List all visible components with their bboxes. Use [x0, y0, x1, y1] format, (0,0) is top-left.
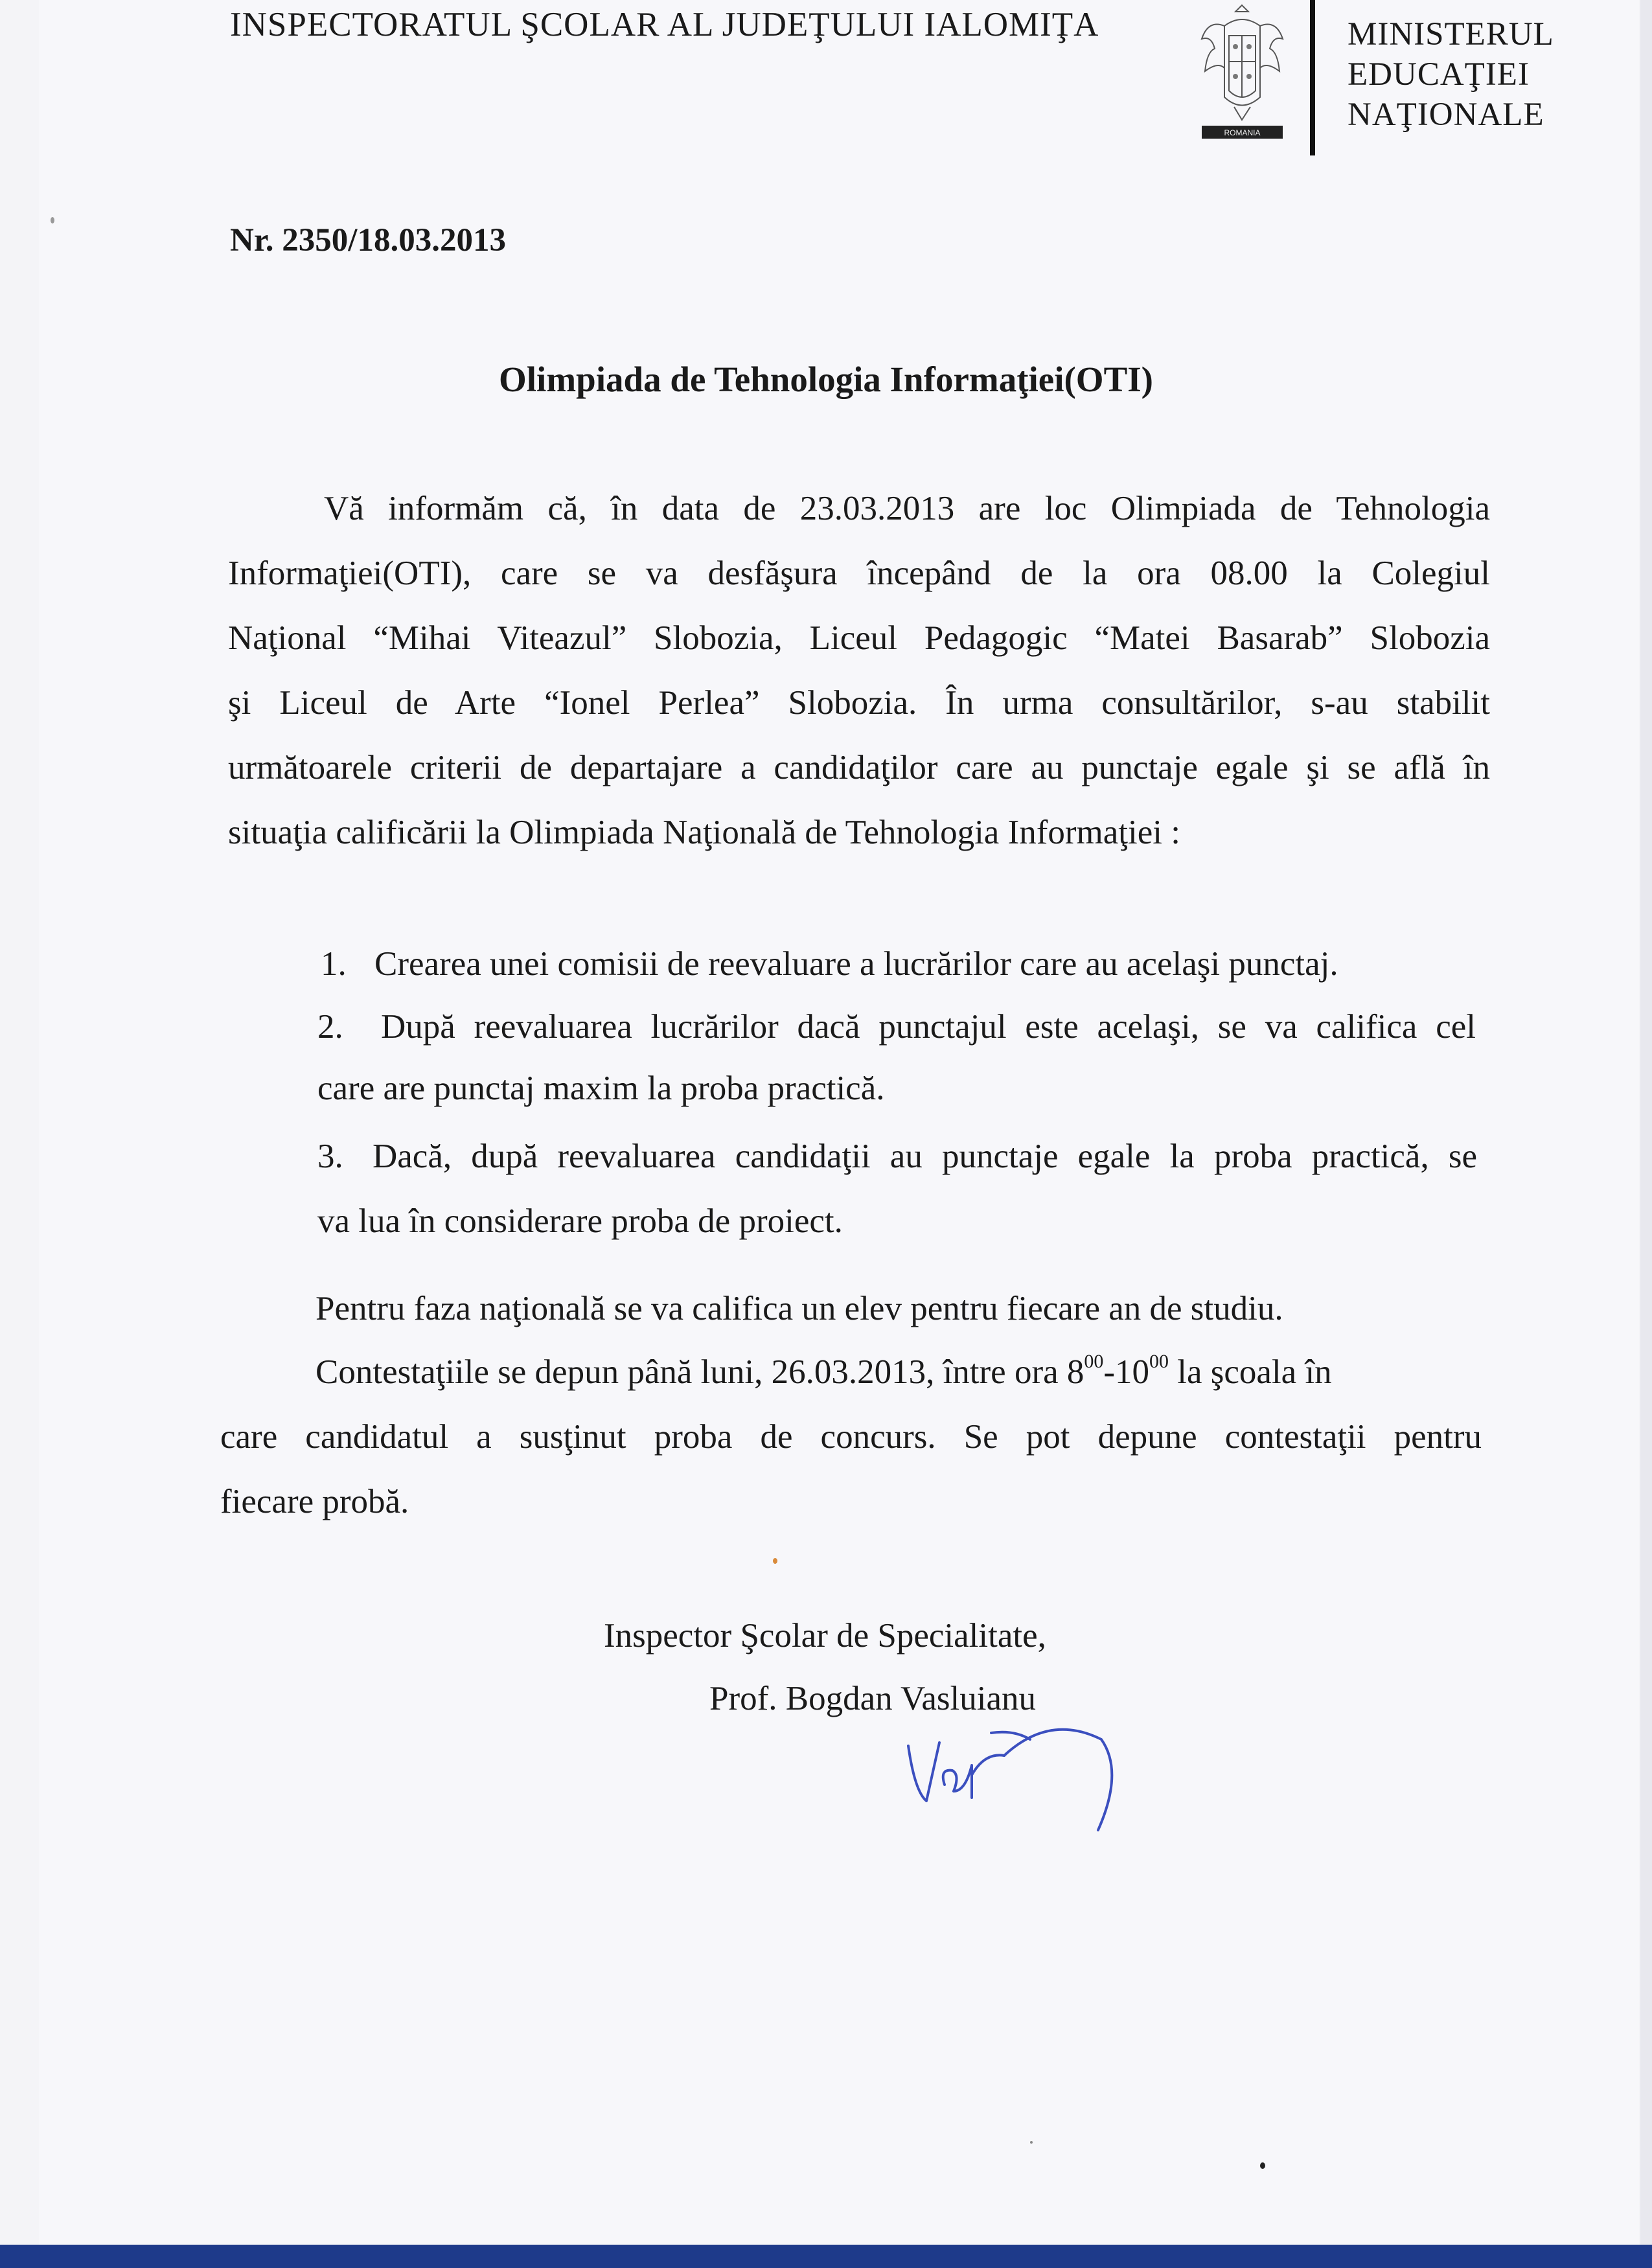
list-item: Dacă, după reevaluarea candidaţii au punctaje egale la proba practică, se — [373, 1138, 1477, 1175]
intro-line: Naţional “Mihai Viteazul” Slobozia, Liceul Pedagogic “Matei Basarab” Slobozia — [228, 619, 1490, 657]
institution-name: INSPECTORATUL ŞCOLAR AL JUDEŢULUI IALOMIŢA — [230, 6, 1099, 43]
intro-line: situaţia calificării la Olimpiada Naţională de Tehnologia Informaţiei : — [228, 814, 1180, 851]
list-item: care are punctaj maxim la proba practică. — [317, 1070, 885, 1107]
list-item: Crearea unei comisii de reevaluare a lucrărilor care au acelaşi punctaj. — [374, 945, 1338, 983]
ministry-line: EDUCAŢIEI — [1348, 56, 1530, 93]
contest-line: fiecare probă. — [220, 1483, 409, 1520]
contest-line: care candidatul a susţinut proba de concurs. Se pot depune contestaţii pentru — [220, 1418, 1482, 1456]
document-page — [39, 0, 1639, 2245]
list-number: 2. — [317, 1008, 343, 1046]
ministry-line: NAŢIONALE — [1348, 97, 1544, 133]
national-phase-text: Pentru faza naţională se va califica un elev pentru fiecare an de studiu. — [315, 1290, 1283, 1327]
header-divider — [1310, 0, 1315, 155]
list-item: După reevaluarea lucrărilor dacă punctajul este acelaşi, se va califica cel — [381, 1008, 1476, 1046]
list-item: va lua în considerare proba de proiect. — [317, 1202, 843, 1240]
intro-line: următoarele criterii de departajare a candidaţilor care au punctaje egale şi se află în — [228, 749, 1490, 786]
scan-edge-bottom — [0, 2245, 1652, 2268]
scan-speck — [1260, 2162, 1265, 2169]
scan-speck — [51, 217, 54, 223]
intro-line: Informaţiei(OTI), care se va desfăşura începând de la ora 08.00 la Colegiul — [228, 555, 1490, 592]
scan-speck — [773, 1558, 777, 1564]
list-number: 1. — [321, 945, 347, 983]
contest-line — [315, 1353, 1482, 1392]
intro-line: Vă informăm că, în data de 23.03.2013 are loc Olimpiada de Tehnologia — [324, 490, 1490, 527]
crest-label: ROMANIA — [1224, 128, 1261, 137]
ministry-line: MINISTERUL — [1348, 16, 1554, 52]
handwritten-signature — [901, 1694, 1127, 1850]
document-number: Nr. 2350/18.03.2013 — [230, 222, 506, 258]
document-title: Olimpiada de Tehnologia Informaţiei(OTI) — [499, 360, 1153, 399]
contest-text: Contestaţiile se depun până luni, 26.03.2013, între ora $8^{00}-10^{00}$ la şcoala în — [315, 1351, 1332, 1391]
list-number: 3. — [317, 1138, 343, 1175]
intro-line: şi Liceul de Arte “Ionel Perlea” Slobozia. În urma consultărilor, s-au stabilit — [228, 684, 1490, 722]
ministry-name — [1348, 14, 1554, 135]
scan-edge — [1640, 0, 1652, 2268]
signatory-name: Prof. Bogdan Vasluianu — [709, 1680, 1036, 1717]
coat-of-arms-icon — [1195, 0, 1289, 143]
scan-speck — [1030, 2141, 1033, 2144]
signatory-role: Inspector Şcolar de Specialitate, — [604, 1617, 1046, 1655]
